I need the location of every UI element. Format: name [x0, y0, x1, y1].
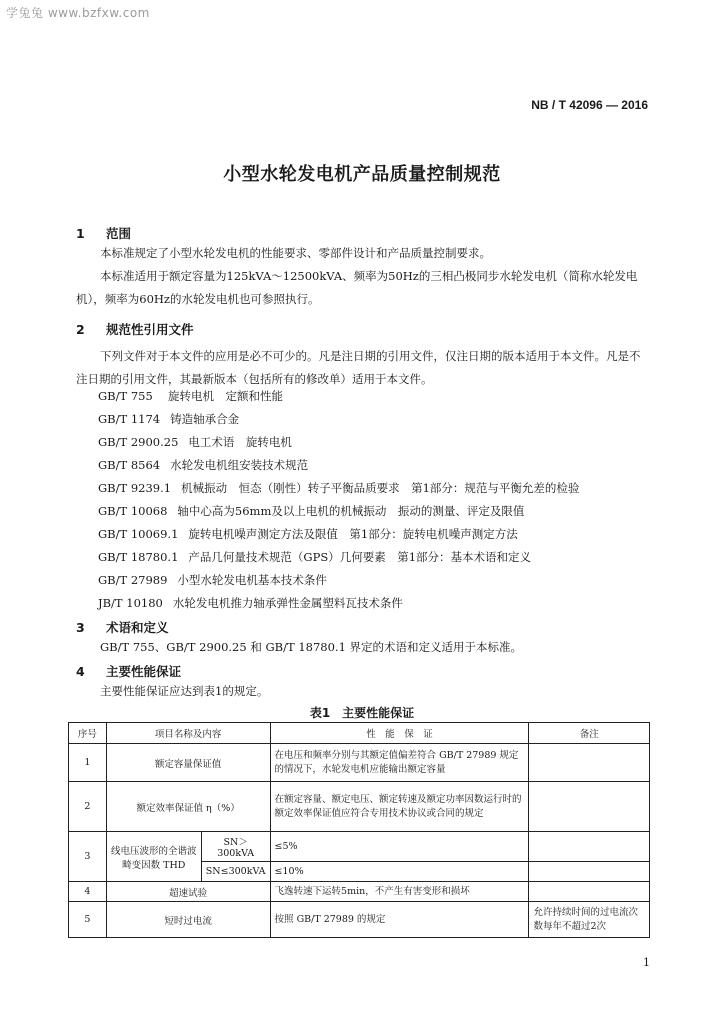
- table-cell: 3: [69, 832, 107, 882]
- section-title: 术语和定义: [106, 620, 169, 635]
- reference-title: 水轮发电机推力轴承弹性金属塑料瓦技术条件: [172, 596, 403, 610]
- table-cell: 按照 GB/T 27989 的规定: [270, 902, 529, 938]
- reference-code: GB/T 27989: [98, 573, 168, 587]
- header-cell: 项目名称及内容: [106, 723, 270, 744]
- reference-code: GB/T 8564: [98, 458, 161, 472]
- reference-code: JB/T 10180: [98, 596, 163, 610]
- reference-title: 电工术语 旋转电机: [188, 435, 292, 449]
- table-cell: 在电压和频率分别与其额定值偏差符合 GB/T 27989 规定的情况下，水轮发电机应能输出额定容量: [270, 744, 529, 782]
- reference-title: 铸造轴承合金: [170, 412, 240, 426]
- section-title: 主要性能保证: [106, 664, 182, 679]
- table-cell: 2: [69, 782, 107, 832]
- table-cell: SN≤300kVA: [201, 862, 270, 882]
- table-cell: [529, 862, 650, 882]
- table-cell: ≤10%: [270, 862, 529, 882]
- section-3-heading: [76, 618, 169, 636]
- reference-title: 轴中心高为56mm及以上电机的机械振动 振动的测量、评定及限值: [177, 504, 525, 518]
- reference-code: GB/T 10068: [98, 504, 168, 518]
- reference-item: [98, 526, 518, 542]
- section-1-paragraph-2: 本标准适用于额定容量为125kVA～12500kVA、频率为50Hz的三相凸极同步水轮发电机（简称水轮发电机），频率为60Hz的水轮发电机也可参照执行。: [76, 269, 638, 306]
- reference-title: 产品几何量技术规范（GPS）几何要素 第1部分：基本术语和定义: [188, 550, 532, 564]
- section-1-heading: [76, 224, 131, 242]
- table-cell: [529, 744, 650, 782]
- table-cell: 飞逸转速下运转5min，不产生有害变形和损坏: [270, 882, 529, 902]
- section-title: 规范性引用文件: [106, 322, 194, 337]
- table-row: [69, 902, 650, 938]
- reference-item: [98, 503, 524, 519]
- section-number: 3: [76, 620, 85, 635]
- table-row: [69, 744, 650, 782]
- header-cell: 性 能 保 证: [270, 723, 529, 744]
- reference-item: [98, 411, 239, 427]
- header-cell: 备注: [529, 723, 650, 744]
- section-4-heading: [76, 662, 181, 680]
- table-header-row: [69, 723, 650, 744]
- section-1-paragraph-1: 本标准规定了小型水轮发电机的性能要求、零部件设计和产品质量控制要求。: [100, 246, 491, 260]
- section-number: 1: [76, 226, 85, 241]
- reference-code: GB/T 1174: [98, 412, 161, 426]
- header-cell: 序号: [69, 723, 107, 744]
- table-cell: 1: [69, 744, 107, 782]
- section-number: 4: [76, 664, 85, 679]
- table-cell: 超速试验: [106, 882, 270, 902]
- section-title: 范围: [106, 226, 132, 241]
- table-cell: 短时过电流: [106, 902, 270, 938]
- page-number: 1: [643, 956, 650, 969]
- watermark: 学兔兔 www.bzfxw.com: [6, 6, 150, 20]
- reference-title: 机械振动 恒态（刚性）转子平衡品质要求 第1部分：规范与平衡允差的检验: [181, 481, 580, 495]
- table-row: [69, 782, 650, 832]
- reference-code: GB/T 9239.1: [98, 481, 172, 495]
- table-cell: [529, 782, 650, 832]
- section-2-intro: 下列文件对于本文件的应用是必不可少的。凡是注日期的引用文件，仅注日期的版本适用于本文件。凡是不注日期的引用文件，其最新版本（包括所有的修改单）适用于本文件。: [76, 349, 641, 386]
- table-cell: 线电压波形的全谐波畸变因数 THD: [106, 832, 201, 882]
- reference-title: 小型水轮发电机基本技术条件: [177, 573, 327, 587]
- reference-code: GB/T 18780.1: [98, 550, 179, 564]
- table-cell: 额定容量保证值: [106, 744, 270, 782]
- section-2-heading: [76, 320, 194, 338]
- reference-item: [98, 572, 327, 588]
- reference-code: GB/T 755: [98, 389, 153, 403]
- table-caption: 表1 主要性能保证: [309, 706, 415, 720]
- reference-title: 旋转电机 定额和性能: [168, 389, 283, 403]
- table-cell: 允许持续时间的过电流次数每年不超过2次: [529, 902, 650, 938]
- reference-code: GB/T 10069.1: [98, 527, 179, 541]
- reference-item: [98, 434, 292, 450]
- table-cell: 在额定容量、额定电压、额定转速及额定功率因数运行时的额定效率保证值应符合专用技术协议或合同的规定: [270, 782, 529, 832]
- section-number: 2: [76, 322, 85, 337]
- standard-number: NB / T 42096 — 2016: [531, 98, 648, 112]
- section-3-paragraph: GB/T 755、GB/T 2900.25 和 GB/T 18780.1 界定的术语和定义适用于本标准。: [100, 640, 523, 654]
- reference-code: GB/T 2900.25: [98, 435, 179, 449]
- reference-item: [98, 549, 531, 565]
- table-cell: [529, 832, 650, 862]
- table-cell: 4: [69, 882, 107, 902]
- table-cell: SN＞300kVA: [201, 832, 270, 862]
- table-cell: 5: [69, 902, 107, 938]
- reference-item: [98, 457, 308, 473]
- table-row: [69, 832, 650, 862]
- table-cell: ≤5%: [270, 832, 529, 862]
- reference-title: 旋转电机噪声测定方法及限值 第1部分：旋转电机噪声测定方法: [188, 527, 518, 541]
- performance-table: [68, 722, 650, 938]
- page-title: 小型水轮发电机产品质量控制规范: [223, 164, 501, 185]
- section-4-paragraph: 主要性能保证应达到表1的规定。: [100, 684, 269, 698]
- reference-title: 水轮发电机组安装技术规范: [170, 458, 309, 472]
- reference-item: [98, 480, 579, 496]
- table-cell: 额定效率保证值 η（%）: [106, 782, 270, 832]
- table-cell: [529, 882, 650, 902]
- table-row: [69, 882, 650, 902]
- reference-item: [98, 388, 283, 404]
- reference-item: [98, 595, 403, 611]
